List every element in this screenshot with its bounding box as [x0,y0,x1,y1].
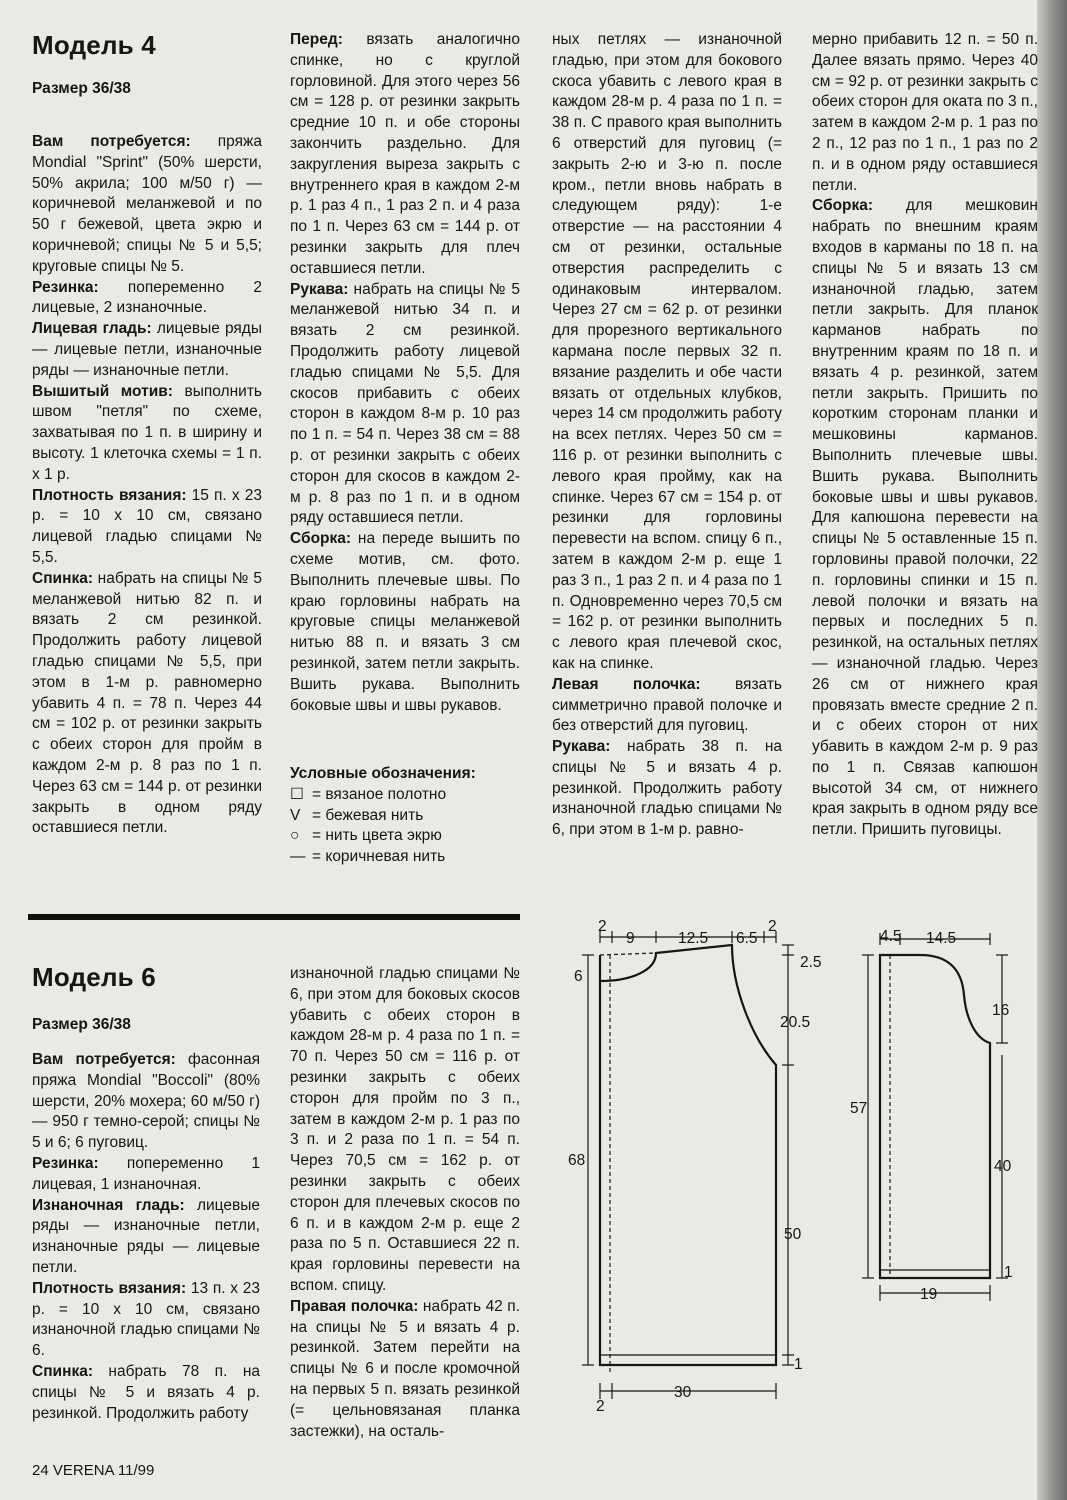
paragraph-heading: Плотность вязания: [32,1279,187,1297]
dim-top-6-5: 6.5 [736,930,758,947]
paragraph [32,569,262,839]
paragraph-text: на переде вышить по схеме мотив, см. фото. Выполнить плечевые швы. По краю горловины набрать на круговые спицы меланжевой нитью 88 п. и вязать 3 см резинкой, затем петли закрыть. Вшить рукава. Выполнить боковые швы и швы рукавов. [290,530,520,714]
paragraph-text: изнаночной гладью спицами № 6, при этом для боковых скосов убавить с обеих сторон в каждом 28-м р. 4 раза по 1 п. = 70 п. Через 50 см = 116 р. от резинки закрыть с обеих сторон для пройм по 3 п., затем в каждом 2-м р. 1 раз по 3 п. и 2 раза по 1 п. = 54 п. Через 70,5 см = 162 р. от резинки закрыть с обеих сторон для плечевых скосов по 6 п. и в каждом 2-м р. еще 2 раза по 5 п. Оставшиеся 22 п. края горловины перевести на вспом. спицу. [290,965,520,1294]
model4-title: Модель 4 [32,30,156,60]
paragraph [32,1362,260,1424]
dim-width-30: 30 [674,1384,692,1401]
paragraph-text: попеременно 1 лицевая, 1 изнаночная. [32,1154,260,1193]
v-symbol-icon: V [290,806,301,824]
legend-item-brown: — = коричневая нить [290,847,520,868]
paragraph-heading: Сборка: [290,530,352,548]
model4-legend [290,764,520,868]
paragraph [552,675,782,737]
paragraph-text: лицевые ряды — лицевые петли, изнаночные ряды — изнаночные петли. [32,320,262,379]
paragraph [32,382,262,486]
sleeve-pattern-diagram [840,915,1037,1315]
paragraph-heading: Левая полочка: [552,675,701,693]
paragraph [552,737,782,841]
paragraph-text: для мешковин набрать по внешним краям входов в карманы по 18 п. на спицы № 5 и вязать 13 см изнаночной гладью, затем петли закрыть. Для планок карманов набрать по внутренним краям по 18 п. и вязать 4 р. резинкой, затем петли закрыть. Пришить по коротким сторонам планки и мешковины карманов. Выполнить плечевые швы. Вшить рукава. Выполнить боковые швы и швы рукавов. Для капюшона перевести на спицы № 5 оставленные 15 п. горловины правой полочки, 22 п. горловины спинки и 15 п. левой полочки и вязать на первых и последних 5 п. резинкой, на остальных петлях — изнаночной гладью. Через 26 см от нижнего края провязать вместе средние 2 п. и с обеих сторон от них убавить в каждом 2-м р. 9 раз по 1 п. Связав капюшон высотой 34 см, от нижнего края закрыть в одном ряду все петли. Пришить пуговицы. [812,197,1038,839]
model4-column-1 [32,132,262,839]
model6-size: Размер 36/38 [32,1016,131,1033]
paragraph-text: лицевые ряды — изнаночные петли, изнаночные ряды — лицевые петли. [32,1196,260,1276]
paragraph-text: 13 п. х 23 р. = 10 х 10 см, связано изнаночной гладью спицами № 6. [32,1279,260,1360]
paragraph [32,1050,260,1154]
paragraph-text: вязать симметрично правой полочке и без отверстий для пуговиц. [552,675,783,735]
dim-height-68: 68 [568,1152,586,1169]
paragraph [290,1297,520,1443]
dim-shoulder-2-5: 2.5 [800,954,822,971]
paragraph-heading: Спинка: [32,1362,93,1380]
paragraph-text: фасонная пряжа Mondial "Boccoli" (80% шерсти, 20% мохера; 60 м/50 г) — 950 г темно-серой; спицы № 5 и 6; 6 пуговиц. [32,1051,260,1152]
front-pattern-diagram [560,915,830,1415]
paragraph-heading: Правая полочка: [290,1297,419,1315]
paragraph-text: пряжа Mondial "Sprint" (50% шерсти, 50% акрила; 100 м/50 г) — коричневой меланжевой и по 50 г бежевой, цвета экрю и коричневой; спицы № 5 и 5,5; круговые спицы № 5. [32,133,263,275]
square-symbol-icon: ☐ [290,785,304,803]
legend-title: Условные обозначения: [290,765,476,782]
paragraph [812,30,1038,196]
paragraph-heading: Вам потребуется: [32,1051,176,1068]
dim-bottom-2: 2 [596,1398,605,1415]
dim-band-1: 1 [794,1356,803,1373]
paragraph-heading: Спинка: [32,569,93,587]
paragraph [290,30,520,280]
paragraph-text: 15 п. х 23 р. = 10 х 10 см, связано лицевой гладью спицами № 5,5. [32,486,262,566]
sleeve-dim-band-1: 1 [1004,1264,1013,1281]
sleeve-dim-cap-16: 16 [992,1002,1010,1019]
model4-size: Размер 36/38 [32,80,131,97]
paragraph-heading: Плотность вязания: [32,486,187,504]
paragraph-text: набрать 78 п. на спицы № 5 и вязать 4 р. резинкой. Продолжить работу [32,1362,260,1422]
sleeve-dim-40: 40 [994,1158,1012,1175]
sleeve-dim-4-5: 4.5 [880,928,902,945]
dim-neck-6: 6 [574,968,583,985]
model6-continued-column-3 [552,30,782,841]
paragraph-heading: Перед: [290,31,343,48]
paragraph [812,196,1038,841]
dim-lower-50: 50 [784,1226,802,1243]
paragraph-heading: Сборка: [812,197,874,215]
paragraph [32,1196,260,1279]
paragraph [290,280,520,530]
model4-column-2 [290,30,520,716]
paragraph [32,1154,260,1196]
paragraph-text: набрать на спицы № 5 меланжевой нитью 34 п. и вязать 2 см резинкой. Продолжить работу лицевой гладью спицами № 5,5. Для скосов прибавить с обеих сторон в каждом 8-м р. 10 раз по 1 п. = 54 п. Через 38 см = 88 р. от резинки закрыть с обеих сторон для скосов в каждом 2-м р. 8 раз по 1 п. и в одном ряду оставшиеся петли. [290,280,520,527]
page-footer: 24 VERENA 11/99 [32,1462,155,1479]
model6-title: Модель 6 [32,962,156,992]
dim-top-9: 9 [626,930,635,947]
circle-symbol-icon: ○ [290,827,300,845]
paragraph-text: мерно прибавить 12 п. = 50 п. Далее вязать прямо. Через 40 см = 92 р. от резинки закрыть с обеих сторон для оката по 3 п., затем в каждом 2-м р. 1 раз по 2 п., 12 раз по 1 п., 1 раз по 2 п. и в одном ряду оставшиеся петли. [812,31,1038,194]
legend-item-beige: V = бежевая нить [290,806,520,827]
paragraph-heading: Лицевая гладь: [32,320,152,338]
dim-armhole-20-5: 20.5 [780,1014,811,1031]
model6-column-1 [32,1050,260,1424]
paragraph [32,278,262,320]
paragraph [290,964,520,1297]
model6-continued-column-4 [812,30,1038,841]
model6-column-2 [290,964,520,1442]
sleeve-dim-19: 19 [920,1286,938,1303]
paragraph [32,486,262,569]
paragraph-text: набрать 42 п. на спицы № 5 и вязать 4 р. резинкой. Затем перейти на спицы № 6 и после кромочной на первых 5 п. вязать резинкой (= цельновязаная планка застежки), на осталь- [290,1297,521,1440]
paragraph-text: ных петлях — изнаночной гладью, при этом для бокового скоса убавить с левого края в каждом 28-м р. 4 раза по 1 п. = 38 п. С правого края выполнить 6 отверстий для пуговиц (= закрыть 2-ю и 3-ю п. после кром., петли вновь набрать в следующем ряду): 1-е отверстие — на расстоянии 4 см от резинки, остальные отверстия распределить с одинаковым интервалом. Через 27 см = 62 р. от резинки для прорезного вертикального кармана после первых 32 п. вязание разделить и обе части вязать от отдельных клубков, через 14 см продолжить работу на всех петлях. Через 50 см = 116 р. от резинки выполнить с левого края пройму, как на спинке. Через 67 см = 154 р. от резинки для горловины перевести на вспом. спицу 6 п., затем в каждом 2-м р. еще 1 раз 3 п., 1 раз 2 п. и 4 раза по 1 п. Одновременно через 70,5 см = 162 р. от резинки выполнить с левого края плечевой скос, как на спинке. [552,31,782,672]
page-gutter-shadow [1037,0,1067,1500]
paragraph-text: попеременно 2 лицевые, 2 изнаночные. [32,278,262,317]
legend-item-ecru: ○ = нить цвета экрю [290,826,520,847]
paragraph-heading: Вам потребуется: [32,133,191,150]
paragraph-heading: Изнаночная гладь: [32,1196,185,1214]
paragraph [32,1279,260,1362]
paragraph [290,529,520,716]
paragraph [32,319,262,381]
paragraph-heading: Вышитый мотив: [32,382,173,400]
dim-top-2b: 2 [768,918,777,935]
legend-item-fabric: ☐ = вязаное полотно [290,785,520,806]
paragraph-heading: Рукава: [290,280,349,298]
sleeve-dim-57: 57 [850,1100,868,1117]
paragraph-text: вязать аналогично спинке, но с круглой горловиной. Для этого через 56 см = 128 р. от резинки закрыть средние 10 п. и обе стороны закончить раздельно. Для закругления выреза закрыть с внутреннего края в каждом 2-м р. 1 раз 4 п., 1 раз 2 п. и 4 раза по 1 п. Через 63 см = 144 р. от резинки закрыть для плеч оставшиеся петли. [290,31,520,277]
paragraph-text: набрать 38 п. на спицы № 5 и вязать 4 р. резинкой. Продолжить работу изнаночной гладью спицами № 6, при этом в 1-м р. равно- [552,738,782,839]
paragraph-heading: Резинка: [32,278,99,296]
paragraph-heading: Рукава: [552,738,611,756]
paragraph-heading: Резинка: [32,1154,99,1172]
dim-top-12-5: 12.5 [678,930,709,947]
dash-symbol-icon: — [290,848,306,866]
paragraph-text: выполнить швом "петля" по схеме, захватывая по 1 п. в ширину и высоту. 1 клеточка схемы = 1 п. х 1 р. [32,382,262,483]
sleeve-dim-14-5: 14.5 [926,930,957,947]
paragraph [552,30,782,675]
paragraph [32,132,262,278]
dim-top-2a: 2 [598,918,607,935]
section-divider [28,914,520,920]
paragraph-text: набрать на спицы № 5 меланжевой нитью 82 п. и вязать 2 см резинкой. Продолжить работу лицевой гладью спицами № 5,5, при этом в 1-м р. равномерно убавить 4 п. = 78 п. Через 44 см = 102 р. от резинки закрыть с обеих сторон для пройм в каждом 2-м р. 8 раз по 1 п. Через 63 см = 144 р. от резинки закрыть в одном ряду оставшиеся петли. [32,569,262,837]
